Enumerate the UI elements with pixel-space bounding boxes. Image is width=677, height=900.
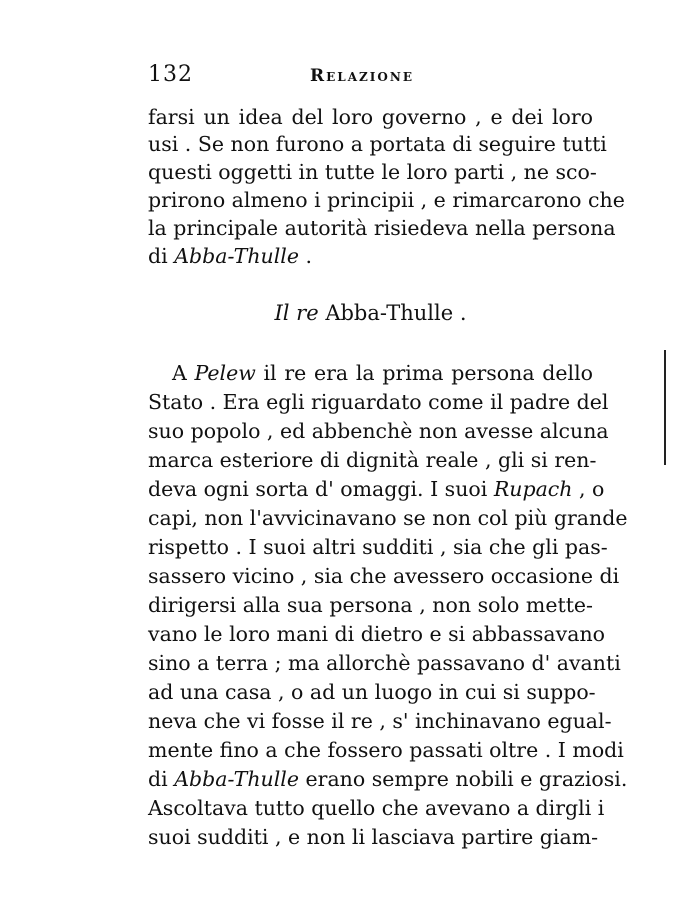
text-line: di Abba-Thulle . [148,244,313,268]
name-abba-thulle: Abba-Thulle [174,244,299,268]
text-line: mente fino a che fossero passati oltre . I modi [148,738,624,762]
text-line: A Pelew il re era la prima persona dello [172,361,593,385]
running-title: Relazione [310,66,414,86]
text-line: suo popolo , ed abbenchè non avesse alcuna [148,419,609,443]
text-line: Ascoltava tutto quello che avevano a dirgli i [148,796,605,820]
text-line: ad una casa , o ad un luogo in cui si suppo- [148,680,596,704]
place-pelew: Pelew [194,361,256,385]
term-rupach: Rupach [493,477,573,501]
text-line: la principale autorità risiedeva nella persona [148,216,616,240]
text-line: marca esteriore di dignità reale , gli si ren- [148,448,597,472]
text-line: sassero vicino , sia che avessero occasione di [148,564,620,588]
text-line: prirono almeno i principii , e rimarcarono che [148,188,625,212]
text-line: Stato . Era egli riguardato come il padre del [148,390,609,414]
text-line: suoi sudditi , e non li lasciava partire giam- [148,825,599,849]
text-line: di Abba-Thulle erano sempre nobili e graziosi. [148,767,628,791]
text-line: deva ogni sorta d' omaggi. I suoi Rupach , o [148,477,605,501]
text-line: capi, non l'avvicinavano se non col più grande [148,506,628,530]
text-line: farsi un idea del loro governo , e dei loro [148,105,593,129]
text-line: neva che vi fosse il re , s' inchinavano egual- [148,709,612,733]
text-line: rispetto . I suoi altri sudditi , sia che gli pas- [148,535,608,559]
text-line: questi oggetti in tutte le loro parti , ne sco- [148,160,597,184]
page-number: 132 [148,62,193,87]
text-line: usi . Se non furono a portata di seguire tutti [148,132,607,156]
text-line: sino a terra ; ma allorchè passavano d' avanti [148,651,621,675]
margin-mark [664,350,666,465]
name-abba-thulle: Abba-Thulle [174,767,299,791]
section-heading: Il re Abba-Thulle . [274,301,467,325]
text-line: vano le loro mani di dietro e si abbassavano [148,622,606,646]
text-line: dirigersi alla sua persona , non solo mette- [148,593,593,617]
page-header [148,62,598,92]
